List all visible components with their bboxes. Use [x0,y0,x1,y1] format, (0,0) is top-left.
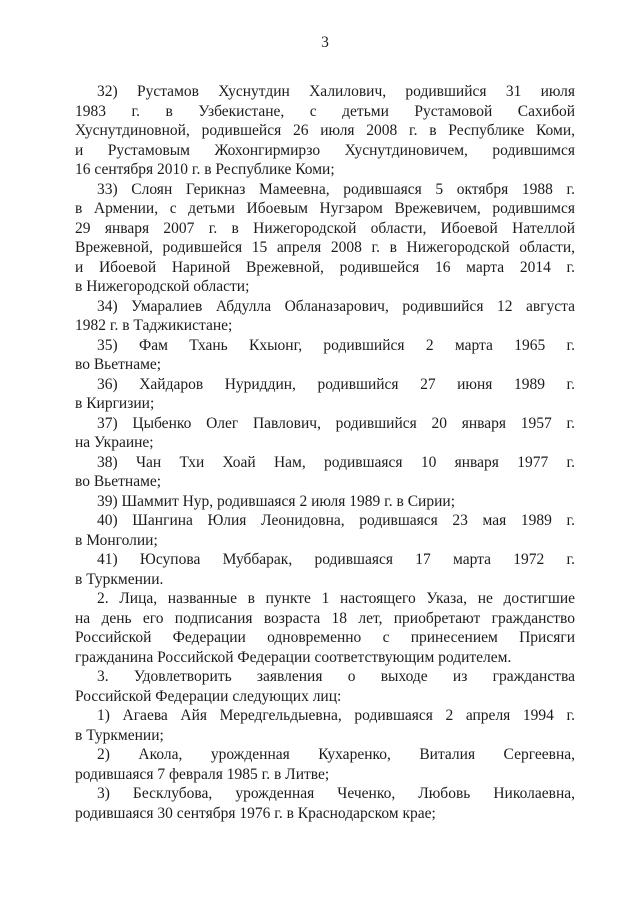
decree-paragraph [75,492,575,512]
decree-paragraph [75,82,575,180]
decree-line: 3. Удовлетворить заявления о выходе из гражданства [97,668,575,685]
decree-line: 34) Умаралиев Абдулла Обланазарович, родившийся 12 августа [97,297,575,315]
decree-line: родившаяся 7 февраля 1985 г. в Литве; [75,765,330,783]
decree-paragraph [75,784,575,823]
decree-line: Врежевной, родившейся 15 апреля 2008 г. в Нижегородской области, [75,239,575,256]
decree-line: в Туркмении. [75,570,164,588]
decree-paragraph [75,550,575,589]
decree-line: Российской Федерации следующих лиц: [75,687,342,705]
decree-line: 3) Бесклубова, урожденная Чеченко, Любовь Николаевна, [97,785,575,802]
decree-line: в Армении, с детьми Ибоевым Нугзаром Врежевичем, родившимся [75,200,575,217]
decree-line: в Туркмении; [75,726,164,744]
decree-line: 33) Слоян Герикназ Мамеевна, родившаяся 5 октября 1988 г. [97,180,575,198]
decree-line: 2. Лица, названные в пункте 1 настоящего Указа, не достигшие [97,590,575,607]
decree-line: на день его подписания возраста 18 лет, приобретают гражданство [75,609,575,627]
decree-paragraph [75,375,575,414]
decree-line: 29 января 2007 г. в Нижегородской области, Ибоевой Нателлой [75,219,575,237]
decree-line: 38) Чан Тхи Хоай Нам, родившаяся 10 января 1977 г. [97,453,575,471]
decree-line: 36) Хайдаров Нуриддин, родившийся 27 июня 1989 г. [97,375,575,393]
decree-line: 41) Юсупова Муббарак, родившаяся 17 марта 1972 г. [97,551,575,568]
decree-line: 16 сентября 2010 г. в Республике Коми; [75,161,335,178]
decree-line: 40) Шангина Юлия Леонидовна, родившаяся 23 мая 1989 г. [97,512,575,529]
decree-line: и Ибоевой Нариной Врежевной, родившейся 16 марта 2014 г. [75,258,575,276]
decree-line: в Нижегородской области; [75,278,250,295]
decree-line: на Украине; [75,434,154,451]
decree-line: 2) Акола, урожденная Кухаренко, Виталия Сергеевна, [97,746,575,763]
decree-line: в Киргизии; [75,395,155,412]
decree-line: родившаяся 30 сентября 1976 г. в Краснодарском крае; [75,804,436,822]
decree-paragraph [75,336,575,375]
decree-paragraph [75,414,575,453]
decree-line: 32) Рустамов Хуснутдин Халилович, родившийся 31 июля [97,83,575,100]
decree-line: в Монголии; [75,531,158,549]
decree-paragraph [75,180,575,297]
decree-line: 1983 г. в Узбекистане, с детьми Рустамовой Сахибой [75,102,575,120]
decree-paragraph [75,511,575,550]
decree-line: гражданина Российской Федерации соответствующим родителем. [75,648,512,666]
decree-line: Хуснутдиновной, родившейся 26 июля 2008 г. в Республике Коми, [75,122,575,139]
decree-line: 35) Фам Тхань Кхыонг, родившийся 2 марта 1965 г. [97,336,575,354]
page-number: 3 [321,34,329,51]
decree-line: во Вьетнаме; [75,473,162,490]
decree-paragraph [75,453,575,492]
decree-line: 1982 г. в Таджикистане; [75,317,233,334]
decree-line: 37) Цыбенко Олег Павлович, родившийся 20 января 1957 г. [97,414,575,432]
decree-line: и Рустамовым Жохонгирмирзо Хуснутдиновичем, родившимся [75,141,575,159]
decree-line: во Вьетнаме; [75,356,162,373]
decree-paragraph [75,745,575,784]
decree-paragraph [75,297,575,336]
decree-line: 1) Агаева Айя Мередгельдыевна, родившаяся 2 апреля 1994 г. [97,707,575,724]
decree-paragraph [75,589,575,667]
decree-line: Российской Федерации одновременно с принесением Присяги [75,629,575,646]
decree-text-block [75,82,575,823]
decree-line: 39) Шаммит Нур, родившаяся 2 июля 1989 г. в Сирии; [97,492,455,510]
decree-paragraph [75,667,575,706]
decree-paragraph [75,706,575,745]
